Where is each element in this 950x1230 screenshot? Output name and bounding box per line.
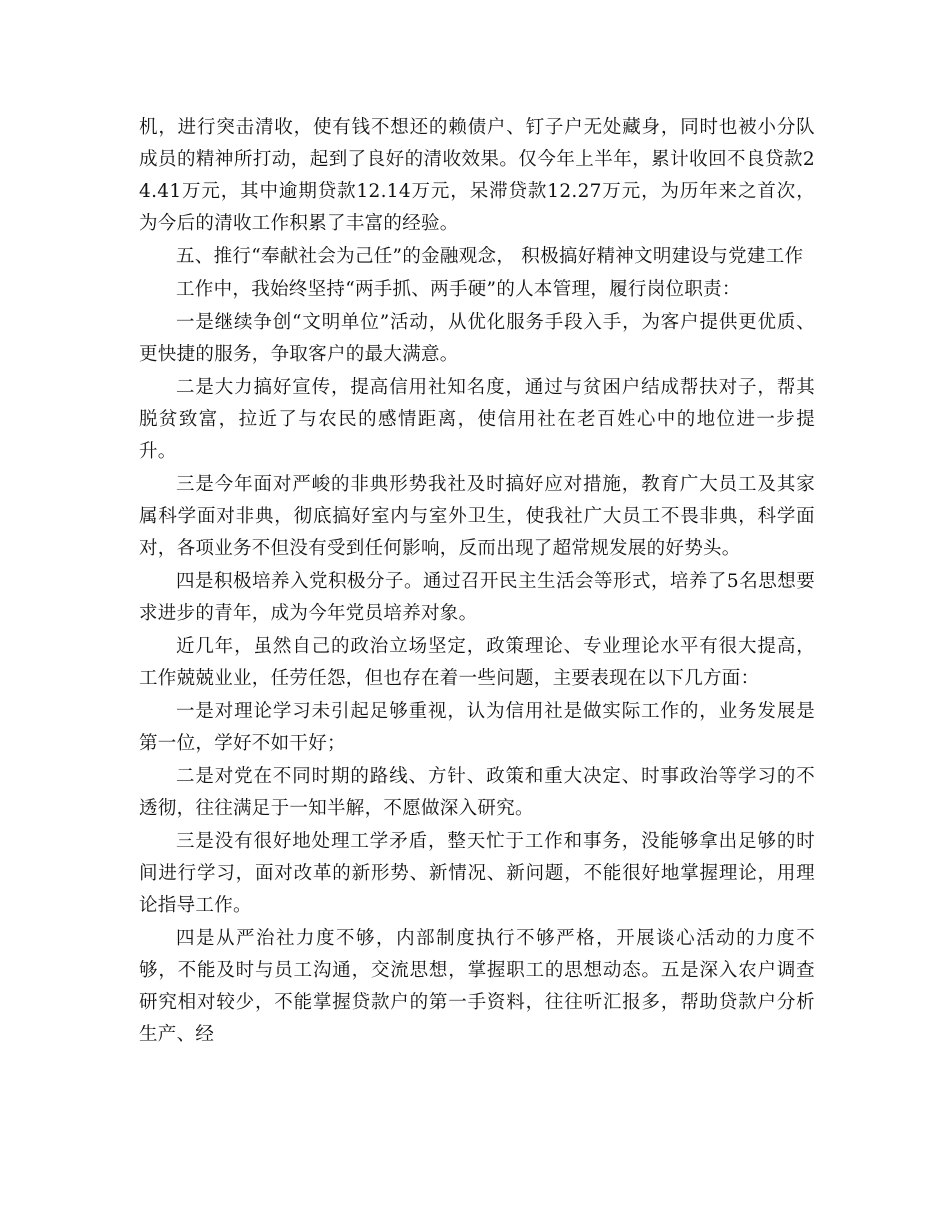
- paragraph-3: 工作中，我始终坚持“两手抓、两手硬”的人本管理，履行岗位职责：: [176, 279, 741, 300]
- paragraph-1: 机，进行突击清收，使有钱不想还的赖债户、钉子户无处藏身，同时也被小分队成员的精神所打动，起到了良好的清收效果。仅今年上半年，累计收回不良贷款24.41万元，其中逾期贷款12.14万元，呆滞贷款12.27万元，为历年来之首次，为今后的清收工作积累了丰富的经验。: [139, 117, 815, 234]
- paragraph-9: 一是对理论学习未引起足够重视，认为信用社是做实际工作的，业务发展是第一位，学好不如干好；: [139, 701, 815, 754]
- paragraph-10: 二是对党在不同时期的路线、方针、政策和重大决定、时事政治等学习的不透彻，往往满足于一知半解，不愿做深入研究。: [139, 766, 815, 819]
- paragraph-7: 四是积极培养入党积极分子。通过召开民主生活会等形式，培养了5名思想要求进步的青年，成为今年党员培养对象。: [139, 571, 815, 624]
- paragraph-8: 近几年，虽然自己的政治立场坚定，政策理论、专业理论水平有很大提高，工作兢兢业业，任劳任怨，但也存在着一些问题，主要表现在以下几方面：: [139, 636, 815, 689]
- paragraph-4: 一是继续争创“文明单位”活动，从优化服务手段入手，为客户提供更优质、更快捷的服务，争取客户的最大满意。: [139, 312, 815, 365]
- document-page: [139, 112, 815, 1052]
- paragraph-12: 四是从严治社力度不够，内部制度执行不够严格，开展谈心活动的力度不够，不能及时与员工沟通，交流思想，掌握职工的思想动态。五是深入农户调查研究相对较少，不能掌握贷款户的第一手资料，往往听汇报多，帮助贷款户分析生产、经: [139, 928, 815, 1045]
- paragraph-2-section-heading: 五、推行“奉献社会为己任”的金融观念， 积极搞好精神文明建设与党建工作: [176, 246, 804, 267]
- paragraph-11: 三是没有很好地处理工学矛盾，整天忙于工作和事务，没能够拿出足够的时间进行学习，面对改革的新形势、新情况、新问题，不能很好地掌握理论，用理论指导工作。: [139, 831, 815, 916]
- paragraph-6: 三是今年面对严峻的非典形势我社及时搞好应对措施，教育广大员工及其家属科学面对非典，彻底搞好室内与室外卫生，使我社广大员工不畏非典，科学面对，各项业务不但没有受到任何影响，反而出现了超常规发展的好势头。: [139, 474, 815, 559]
- paragraph-5: 二是大力搞好宣传，提高信用社知名度，通过与贫困户结成帮扶对子，帮其脱贫致富，拉近了与农民的感情距离，使信用社在老百姓心中的地位进一步提升。: [139, 377, 815, 462]
